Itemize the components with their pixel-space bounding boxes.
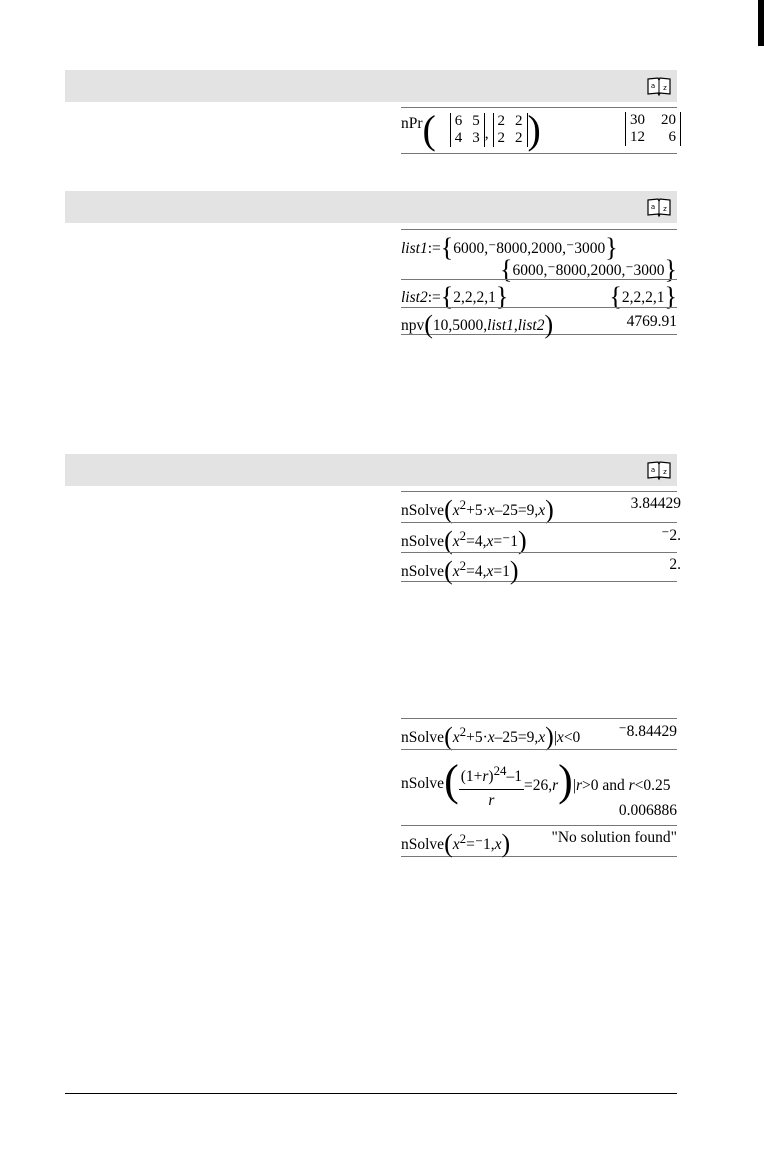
catalog-book-icon — [647, 460, 671, 480]
nsolve-example-2 — [401, 718, 677, 857]
nsolve1-row-2: $nSolve(x^2=4,x=^-1)$ ⁻2. — [401, 522, 677, 552]
svg-text:a: a — [650, 82, 656, 90]
nsolve2-row-3: $nSolve(x^2=^-1,x)$ "No solution found" — [401, 825, 677, 857]
catalog-book-icon — [647, 197, 671, 217]
matrix-a-body: 6 5 4 3 — [450, 113, 485, 147]
npv-row-3: npv(10,5000,list1,list2) 4769.91 — [401, 307, 677, 335]
nsolve2-row-1: $nSolve(x^2+5\cdot x-25=9,x)|x<0$ ⁻8.84429 — [401, 718, 677, 749]
npv-section-header — [65, 191, 677, 223]
npr-result-matrix: 30 20 12 6 — [625, 112, 681, 146]
matrix-a: ( — [422, 107, 436, 152]
npv-row-2: list2:={2,2,2,1} {2,2,2,1} — [401, 279, 677, 307]
svg-text:a: a — [650, 466, 656, 474]
fraction: $\frac{(1+r)^{24}-1}{r}$ — [460, 763, 522, 809]
nsolve1-row-1: $nSolve(x^2+5\cdot x-25=9,x)$ 3.84429 — [401, 491, 677, 522]
nsolve2-row-2: nSolve( $\frac{(1+r)^{24}-1}{r}$ =26,r)|r>0 and r<0.25 0.006886 — [401, 749, 677, 825]
nsolve-section-header — [65, 454, 677, 486]
page-edge-tab — [758, 0, 764, 46]
npr-example — [401, 107, 677, 154]
npr-func: nPr — [401, 114, 423, 132]
svg-text:z: z — [663, 468, 667, 476]
nsolve1-row-3: $nSolve(x^2=4,x=1)$ 2. — [401, 552, 677, 582]
svg-text:z: z — [663, 205, 667, 213]
svg-text:a: a — [650, 203, 656, 211]
catalog-book-icon — [647, 76, 671, 96]
npr-row: nPr ( 6 5 4 3 , 2 2 2 2 ) 30 20 12 6 — [401, 107, 677, 154]
footer-rule — [65, 1093, 677, 1094]
npv-example — [401, 229, 677, 339]
matrix-b-body: 2 2 2 2 — [493, 113, 528, 147]
npv-row-1: list1:={6000,⁻8000,2000,⁻3000} {6000,⁻8000,2000,⁻3000} — [401, 229, 677, 279]
svg-text:z: z — [663, 84, 667, 92]
nsolve-example-1 — [401, 491, 681, 585]
npr-section-header — [65, 70, 677, 102]
